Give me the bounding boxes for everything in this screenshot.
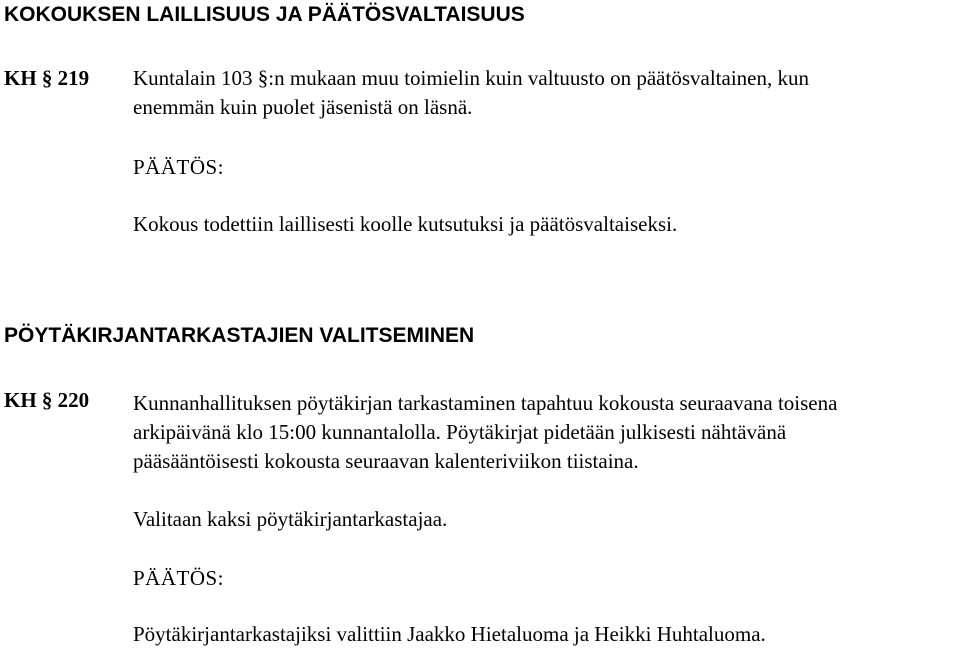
decision-label: PÄÄTÖS: <box>133 155 225 179</box>
proposal-text: Valitaan kaksi pöytäkirjantarkastajaa. <box>133 507 448 531</box>
body-line: Kunnanhallituksen pöytäkirjan tarkastaminen tapahtuu kokousta seuraavana toisena <box>133 391 838 415</box>
section-heading-tarkastajat: PÖYTÄKIRJANTARKASTAJIEN VALITSEMINEN <box>4 324 475 347</box>
body-line: enemmän kuin puolet jäsenistä on läsnä. <box>133 95 473 119</box>
decision-label: PÄÄTÖS: <box>133 566 225 590</box>
section-id-220: KH § 220 <box>4 388 90 412</box>
section-id-219: KH § 219 <box>4 66 90 90</box>
decision-text: Pöytäkirjantarkastajiksi valittiin Jaakko Hietaluoma ja Heikki Huhtaluoma. <box>133 622 766 646</box>
body-line: arkipäivänä klo 15:00 kunnantalolla. Pöytäkirjat pidetään julkisesti nähtävänä <box>133 420 787 444</box>
body-line: Kuntalain 103 §:n mukaan muu toimielin kuin valtuusto on päätösvaltainen, kun <box>133 66 809 90</box>
section-heading-laillisuus: KOKOUKSEN LAILLISUUS JA PÄÄTÖSVALTAISUUS <box>4 3 525 26</box>
body-line: pääsääntöisesti kokousta seuraavan kalenteriviikon tiistaina. <box>133 449 639 473</box>
decision-text: Kokous todettiin laillisesti koolle kutsutuksi ja päätösvaltaiseksi. <box>133 212 678 236</box>
